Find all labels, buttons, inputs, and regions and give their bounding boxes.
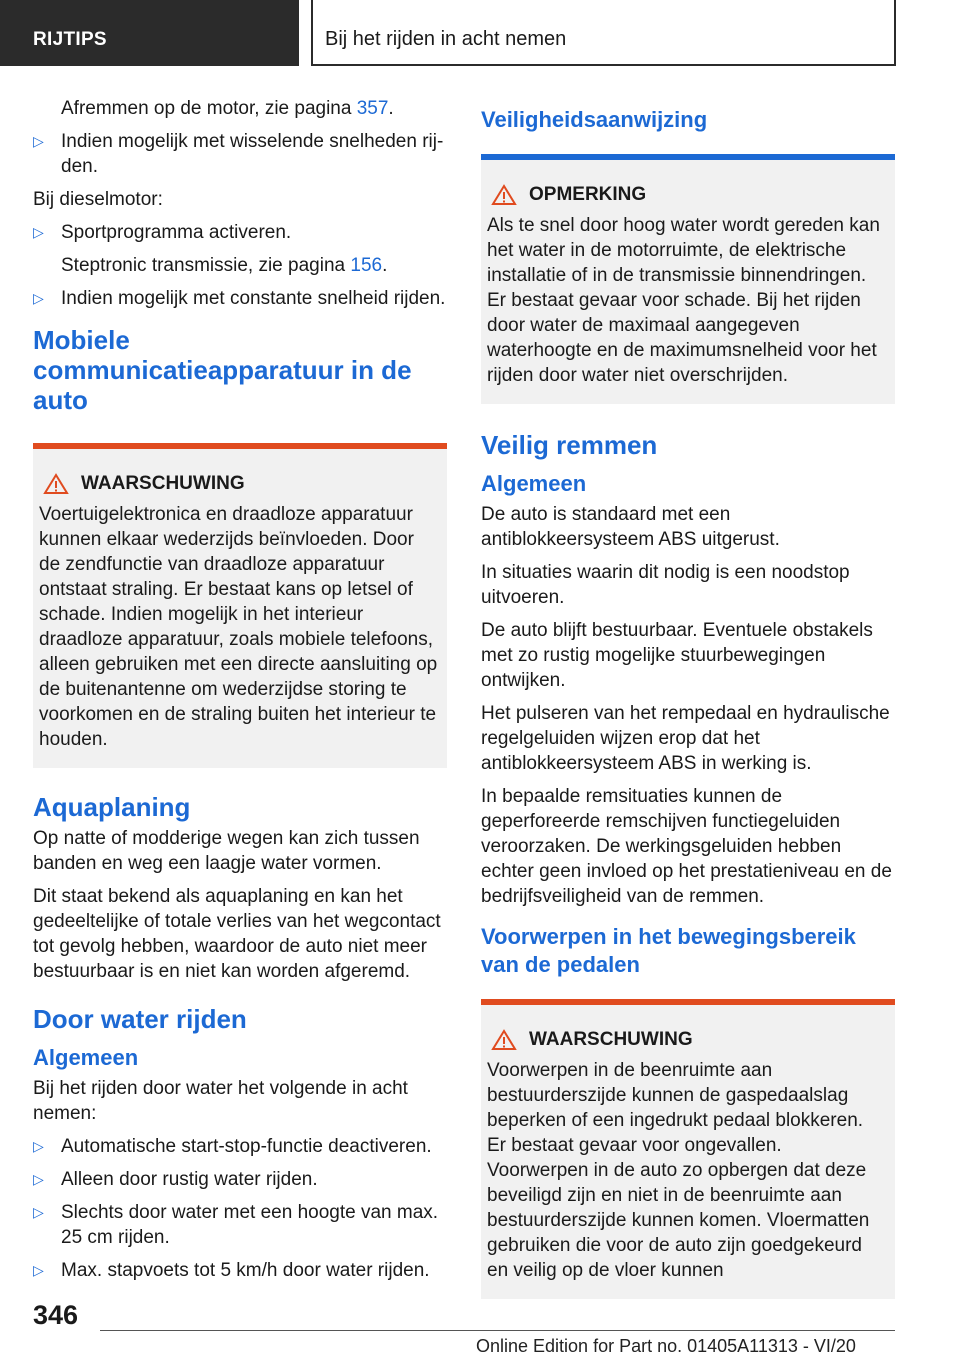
list-item: ▷ Indien mogelijk met constante snelheid rijden. — [33, 286, 447, 311]
section-tab: RIJTIPS — [0, 0, 299, 66]
paragraph: De auto is standaard met een antiblokkeersysteem ABS uitgerust. — [481, 504, 780, 550]
paragraph: In situaties waarin dit nodig is een noodstop uitvoeren. — [481, 562, 850, 608]
warning-text: Voertuigelektronica en draadloze apparatuur kunnen elkaar wederzijds beïnvloeden. Door de zendfunctie van draadloze apparatuur ontstaat straling. Er bestaat kans op letsel of schade. Indien mogelijk in het interieur draadloze apparatuur, zoals mobiele telefoons, alleen gebruiken met een directe aansluiting op de buitenantenne om wederzijdse storing te voorkomen en de straling buiten het interieur te houden. — [39, 504, 438, 750]
paragraph: Het pulseren van het rempedaal en hydraulische regelgeluiden wijzen erop dat het antiblokkeersysteem ABS in werking is. — [481, 703, 890, 774]
steptronic-text: Steptronic transmissie, zie pagina 156. — [61, 255, 388, 276]
paragraph: De auto blijft bestuurbaar. Eventuele obstakels met zo rustig mogelijke stuurbewegingen ontwijken. — [481, 620, 873, 691]
section-heading: Aquaplaning — [33, 792, 191, 822]
paragraph: In bepaalde remsituaties kunnen de geperforeerde remschijven functiegeluiden veroorzaken. De werkingsgeluiden hebben echter geen invloed op het prestatieniveau en de bedrijfsveiligheid van de remmen. — [481, 786, 892, 907]
edition-text: Online Edition for Part no. 01405A11313 - VI/20 — [476, 1336, 856, 1356]
chapter-title: Bij het rijden in acht nemen — [311, 0, 896, 66]
list-item: ▷ Max. stapvoets tot 5 km/h door water rijden. — [33, 1258, 447, 1283]
page-link[interactable]: 357 — [356, 98, 389, 119]
paragraph: Op natte of modderige wegen kan zich tussen banden en weg een laagje water vormen. — [33, 828, 420, 874]
warning-title: WAARSCHUWING — [487, 1027, 887, 1052]
sub-heading: Algemeen — [33, 1045, 139, 1070]
warning-title: WAARSCHUWING — [39, 471, 439, 496]
page-header — [0, 0, 960, 66]
note-box — [481, 154, 895, 404]
paragraph: Bij het rijden door water het volgende in acht nemen: — [33, 1078, 408, 1124]
footer-divider — [100, 1330, 895, 1331]
right-column — [481, 96, 895, 1307]
list-item: ▷ Sportprogramma activeren. — [33, 220, 447, 245]
section-heading: Door water rijden — [33, 1004, 247, 1034]
list-item: ▷ Automatische start-stop-functie deactiveren. — [33, 1134, 447, 1159]
paragraph: Dit staat bekend als aquaplaning en kan het gedeeltelijke of totale verlies van het wegcontact tot gevolg hebben, waardoor de auto niet meer bestuurbaar is en niet kan worden afgeremd. — [33, 886, 441, 982]
note-title: OPMERKING — [487, 182, 887, 207]
warning-box — [33, 443, 447, 768]
list-item: ▷ Indien mogelijk met wisselende snelheden rijden. — [33, 129, 447, 179]
warning-triangle-icon — [491, 1029, 517, 1051]
sub-heading: Veiligheidsaanwijzing — [481, 107, 708, 132]
section-heading: Mobiele communicatieapparatuur in de auto — [33, 325, 412, 415]
diesel-label: Bij dieselmotor: — [33, 189, 163, 210]
left-column — [33, 96, 447, 1291]
warning-text: Voorwerpen in de beenruimte aan bestuurderszijde kunnen de gaspedaalslag beperken of een ingedrukt pedaal blokkeren. Er bestaat gevaar voor ongevallen. Voorwerpen in de auto zo opbergen dat deze beveiligd zijn en niet in de beenruimte aan bestuurderszijde kunnen komen. Vloermatten gebruiken die voor de auto zijn goedgekeurd en veilig op de vloer kunnen — [487, 1060, 870, 1281]
list-item: ▷ Alleen door rustig water rijden. — [33, 1167, 447, 1192]
warning-triangle-icon — [43, 473, 69, 495]
continued-text: Afremmen op de motor, zie pagina 357. — [61, 98, 394, 119]
list-item: ▷ Slechts door water met een hoogte van max. 25 cm rijden. — [33, 1200, 447, 1250]
section-heading: Veilig remmen — [481, 430, 658, 460]
page-link[interactable]: 156 — [350, 255, 383, 276]
caution-triangle-icon — [491, 184, 517, 206]
page-number: 346 — [33, 1300, 79, 1330]
note-text: Als te snel door hoog water wordt gereden kan het water in de motorruimte, de elektrische installatie of in de transmissie binnendringen. Er bestaat gevaar voor schade. Bij het rijden door water de maximaal aangegeven waterhoogte en de maximumsnelheid voor het rijden door water niet overschrijden. — [487, 215, 880, 386]
warning-box — [481, 999, 895, 1299]
sub-heading: Algemeen — [481, 471, 587, 496]
sub-heading: Voorwerpen in het bewegingsbereik van de pedalen — [481, 924, 856, 977]
